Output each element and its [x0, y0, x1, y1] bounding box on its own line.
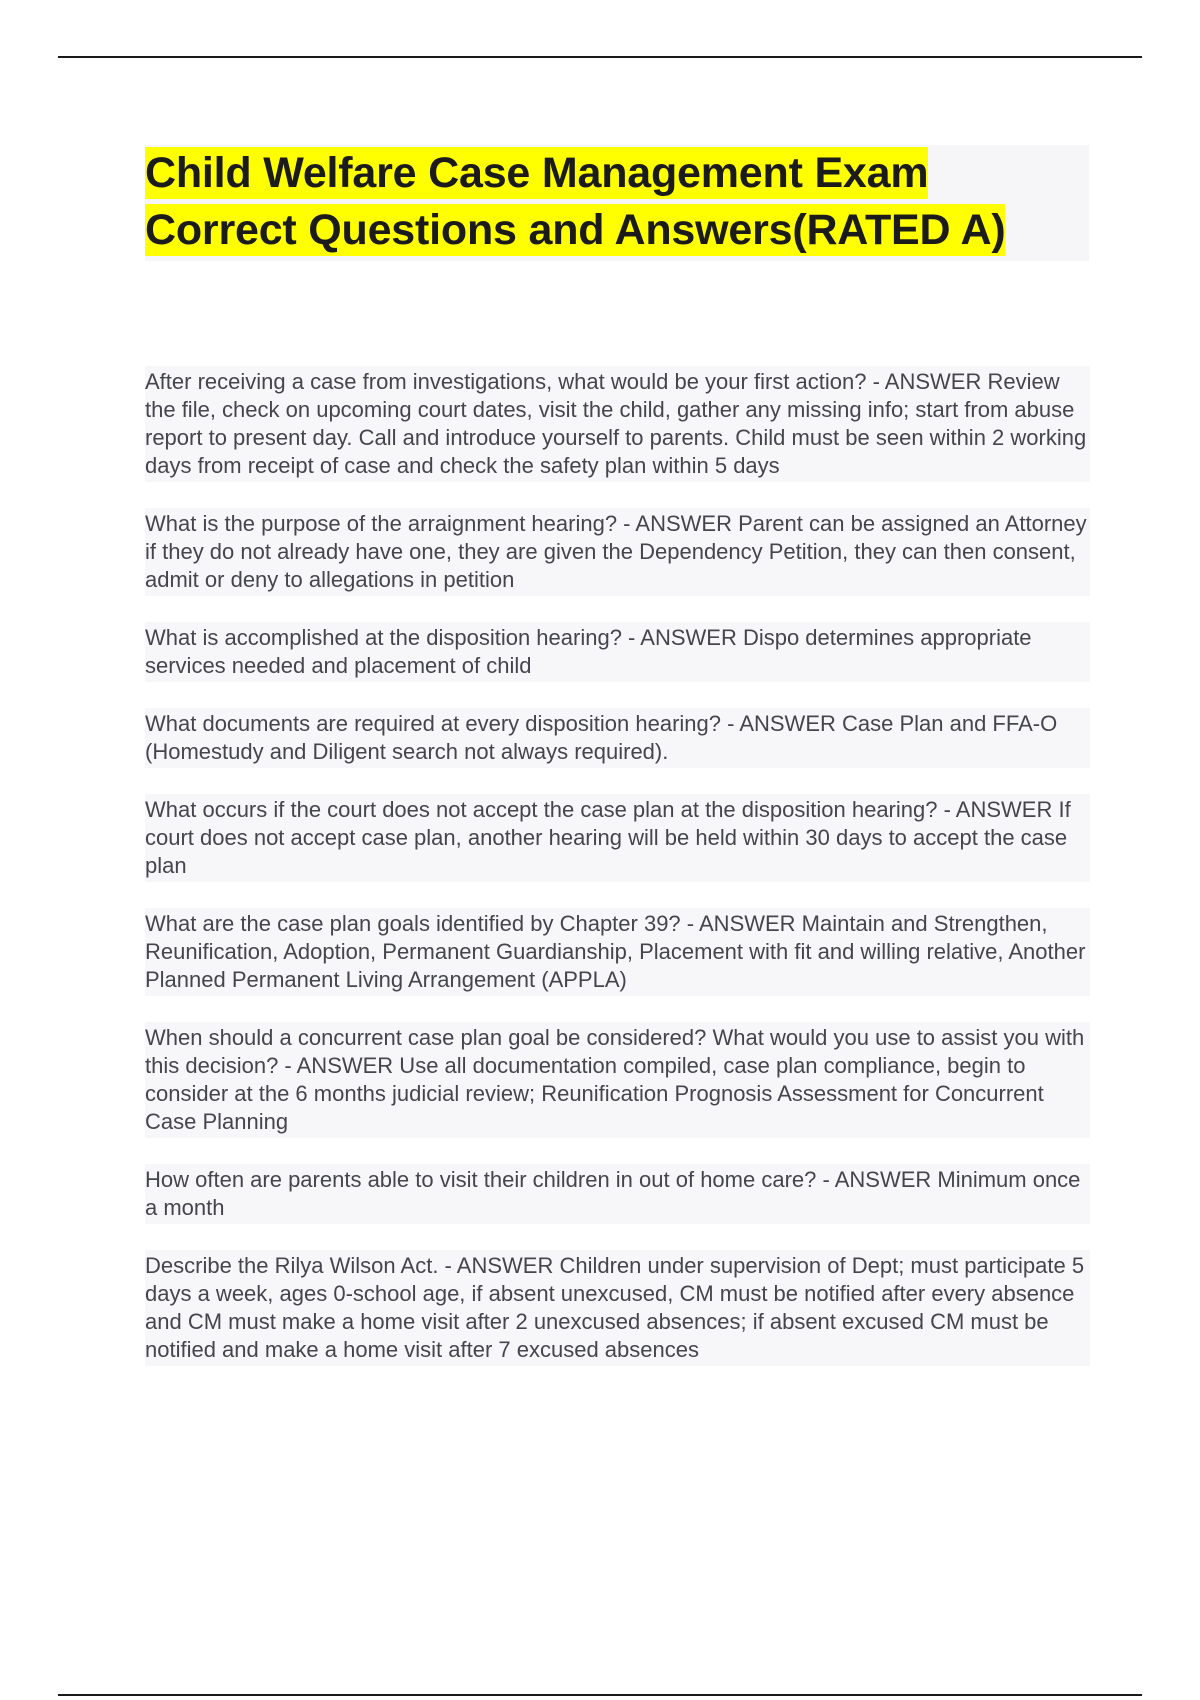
qa-item: What documents are required at every disposition hearing? - ANSWER Case Plan and FFA-O (Homestudy and Diligent search not always required). [145, 708, 1090, 768]
title-block [145, 145, 1089, 261]
qa-item: After receiving a case from investigations, what would be your first action? - ANSWER Review the file, check on upcoming court dates, visit the child, gather any missing info; start from abuse report to present day. Call and introduce yourself to parents. Child must be seen within 2 working days from receipt of case and check the safety plan within 5 days [145, 366, 1090, 482]
title-highlight: Child Welfare Case Management Exam Correct Questions and Answers(RATED A) [145, 149, 1006, 254]
qa-list [145, 366, 1090, 1392]
qa-item: Describe the Rilya Wilson Act. - ANSWER Children under supervision of Dept; must participate 5 days a week, ages 0-school age, if absent unexcused, CM must be notified after every absence and CM must make a home visit after 2 unexcused absences; if absent excused CM must be notified and make a home visit after 7 excused absences [145, 1250, 1090, 1366]
qa-item: What is accomplished at the disposition hearing? - ANSWER Dispo determines appropriate services needed and placement of child [145, 622, 1090, 682]
qa-item: What occurs if the court does not accept the case plan at the disposition hearing? - ANSWER If court does not accept case plan, another hearing will be held within 30 days to accept the case plan [145, 794, 1090, 882]
qa-item: What is the purpose of the arraignment hearing? - ANSWER Parent can be assigned an Attorney if they do not already have one, they are given the Dependency Petition, they can then consent, admit or deny to allegations in petition [145, 508, 1090, 596]
footer-rule [58, 1694, 1142, 1696]
header-rule [58, 56, 1142, 58]
qa-item: When should a concurrent case plan goal be considered? What would you use to assist you with this decision? - ANSWER Use all documentation compiled, case plan compliance, begin to consider at the 6 months judicial review; Reunification Prognosis Assessment for Concurrent Case Planning [145, 1022, 1090, 1138]
qa-item: What are the case plan goals identified by Chapter 39? - ANSWER Maintain and Strengthen, Reunification, Adoption, Permanent Guardianship, Placement with fit and willing relative, Another Planned Permanent Living Arrangement (APPLA) [145, 908, 1090, 996]
page-title [145, 145, 1089, 259]
qa-item: How often are parents able to visit their children in out of home care? - ANSWER Minimum once a month [145, 1164, 1090, 1224]
